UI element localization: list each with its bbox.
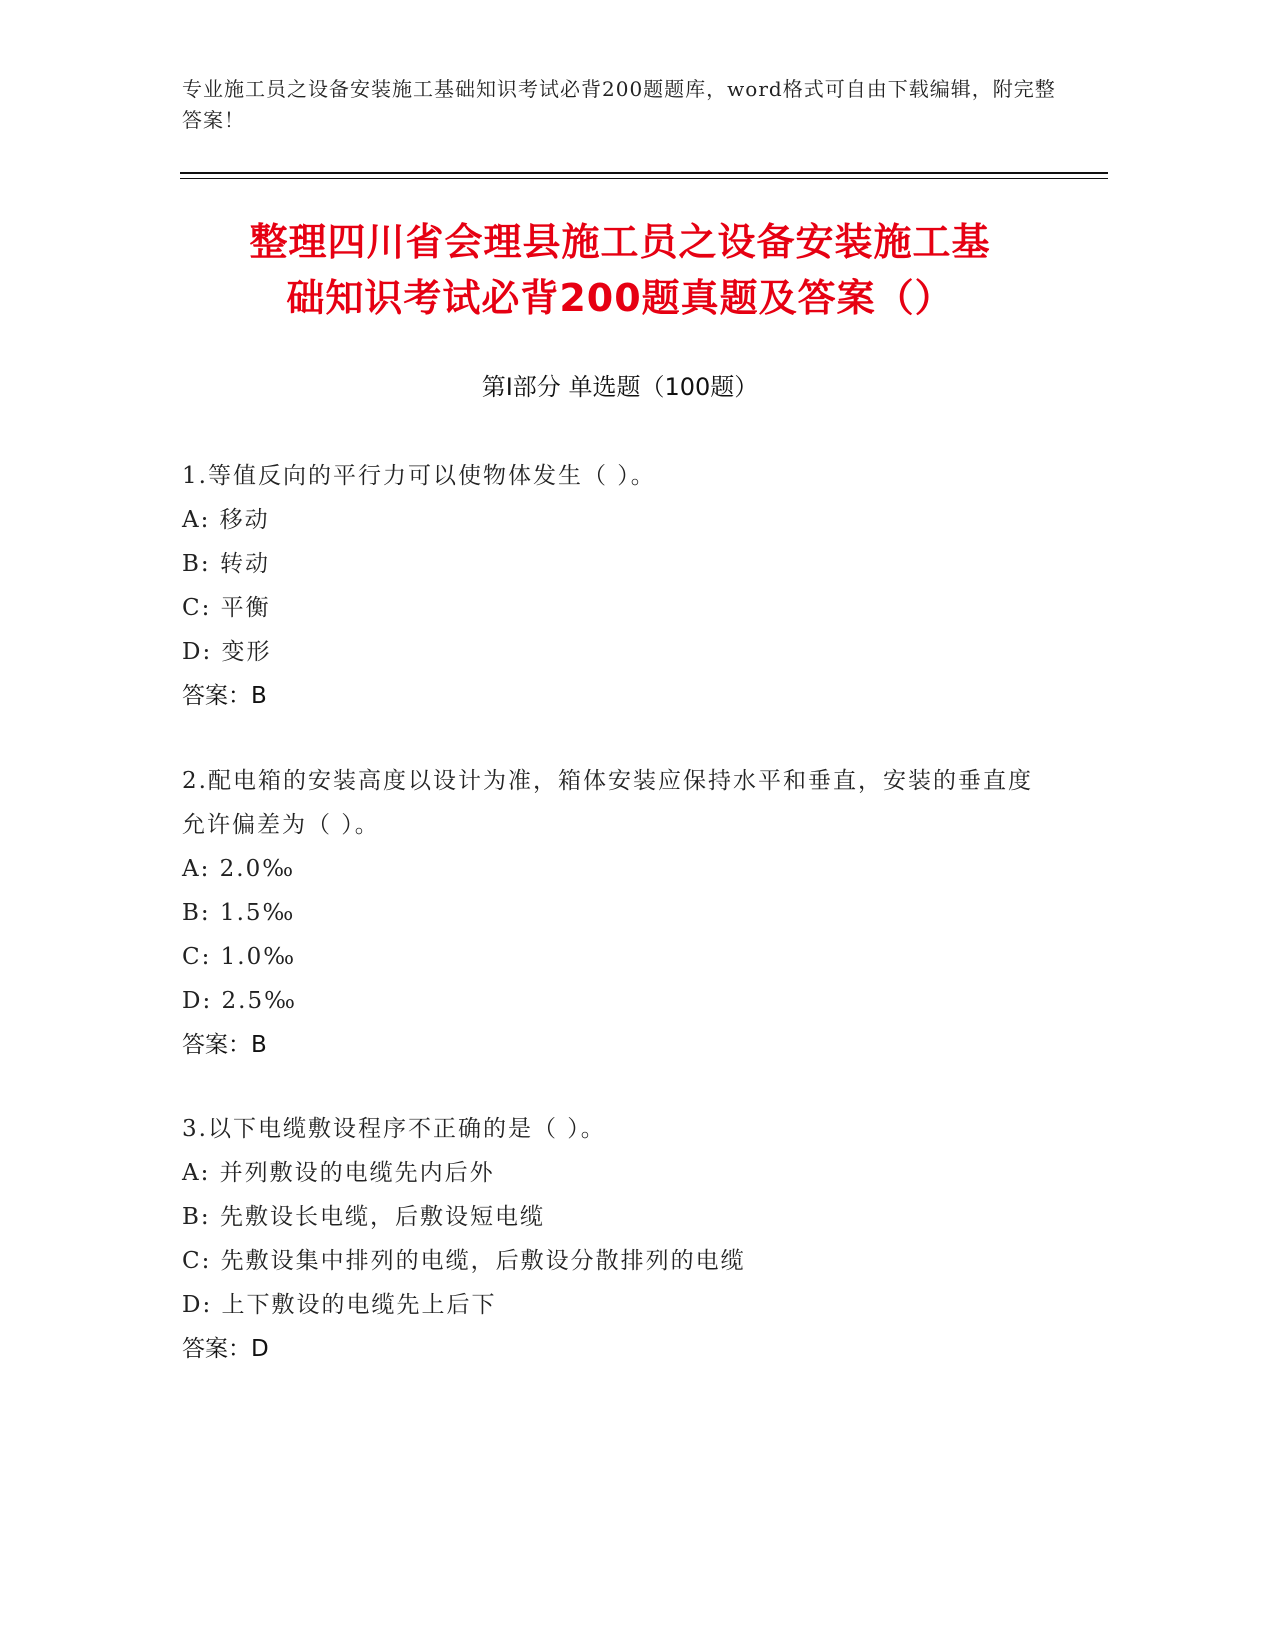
- option-b: B: 1.5‰: [182, 900, 296, 926]
- question-block: [182, 759, 1042, 1067]
- question-stem: 1.等值反向的平行力可以使物体发生（ ）。: [182, 463, 656, 489]
- document-title: [180, 214, 1060, 326]
- option-c: C: 平衡: [182, 595, 271, 621]
- option-c: C: 先敷设集中排列的电缆，后敷设分散排列的电缆: [182, 1248, 746, 1274]
- document-title-line-2: 础知识考试必背200题真题及答案（）: [286, 276, 954, 320]
- option-d: D: 2.5‰: [182, 988, 297, 1014]
- option-a: A: 并列敷设的电缆先内后外: [182, 1160, 495, 1186]
- option-b: B: 转动: [182, 551, 270, 577]
- answer: 答案：D: [182, 1336, 269, 1362]
- option-a: A: 2.0‰: [182, 856, 296, 882]
- document-title-line-1: 整理四川省会理县施工员之设备安装施工基: [249, 220, 991, 264]
- option-d: D: 上下敷设的电缆先上后下: [182, 1292, 497, 1318]
- question-block: [182, 1107, 1042, 1371]
- header-rule-thick: [180, 172, 1108, 174]
- option-c: C: 1.0‰: [182, 944, 297, 970]
- header-note: 专业施工员之设备安装施工基础知识考试必背200题题库，word格式可自由下载编辑，附完整答案！: [182, 77, 1056, 132]
- question-stem: 3.以下电缆敷设程序不正确的是（ ）。: [182, 1116, 606, 1142]
- question-stem: 2.配电箱的安装高度以设计为准，箱体安装应保持水平和垂直，安装的垂直度允许偏差为（ ）。: [182, 768, 1033, 838]
- section-title: 第Ⅰ部分 单选题（100题）: [481, 373, 759, 401]
- option-a: A: 移动: [182, 507, 270, 533]
- option-d: D: 变形: [182, 639, 272, 665]
- header-rule-thin: [180, 178, 1108, 179]
- answer: 答案：B: [182, 683, 267, 709]
- question-block: [182, 454, 1042, 718]
- answer: 答案：B: [182, 1032, 267, 1058]
- option-b: B: 先敷设长电缆，后敷设短电缆: [182, 1204, 545, 1230]
